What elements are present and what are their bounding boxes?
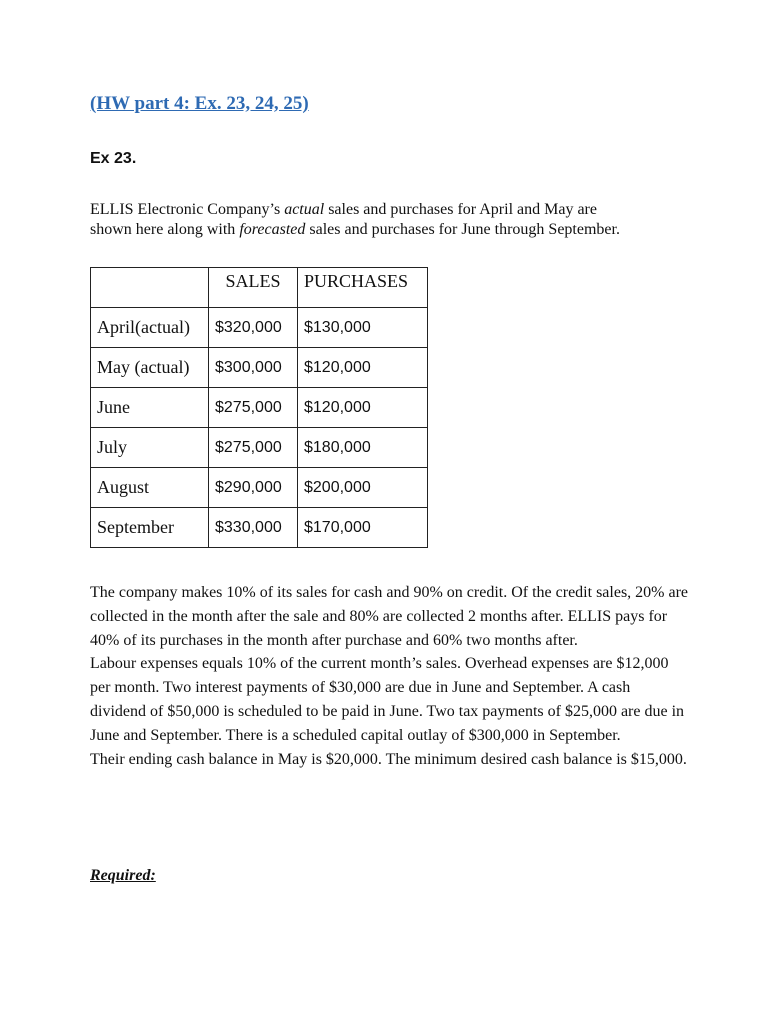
purchases-cell: $170,000 [298, 508, 428, 548]
intro-paragraph [90, 200, 710, 240]
purchases-cell: $180,000 [298, 428, 428, 468]
exercise-heading: Ex 23. [90, 150, 137, 167]
month-cell: June [91, 388, 209, 428]
intro-emphasis-actual: actual [284, 201, 325, 218]
header-cell-empty [91, 268, 209, 308]
sales-cell: $330,000 [209, 508, 298, 548]
month-cell: July [91, 428, 209, 468]
month-cell: April(actual) [91, 308, 209, 348]
sales-purchases-table [90, 267, 428, 548]
month-cell: August [91, 468, 209, 508]
collections-paragraph: The company makes 10% of its sales for cash and 90% on credit. Of the credit sales, 20% are collected in the month after the sale and 80% are collected 2 months after. ELLIS pays for 40% of its purchases in the month after purchase and 60% two months after. [90, 584, 689, 649]
intro-line-1-end: sales and purchases for April and May are [324, 201, 597, 218]
sales-cell: $290,000 [209, 468, 298, 508]
expenses-paragraph: Labour expenses equals 10% of the current month’s sales. Overhead expenses are $12,000 per month. Two interest payments of $30,000 are due in June and September. A cash dividend of $50,000 is scheduled to be paid in June. Two tax payments of $25,000 are due in June and September. There is a scheduled capital outlay of $300,000 in September. [90, 655, 685, 744]
table-header-row [91, 268, 428, 308]
table-row [91, 468, 428, 508]
intro-emphasis-forecasted: forecasted [239, 221, 306, 238]
month-cell: September [91, 508, 209, 548]
sales-cell: $320,000 [209, 308, 298, 348]
required-heading: Required: [90, 867, 156, 884]
table-row [91, 388, 428, 428]
table-row [91, 508, 428, 548]
table-row [91, 308, 428, 348]
header-cell-sales: SALES [209, 268, 298, 308]
intro-line-2 [90, 220, 710, 240]
intro-line-2-end: sales and purchases for June through September. [305, 221, 620, 238]
intro-line-1-start: ELLIS Electronic Company’s [90, 201, 285, 218]
purchases-cell: $200,000 [298, 468, 428, 508]
intro-line-2-start: shown here along with [90, 221, 240, 238]
problem-description [90, 581, 690, 771]
table-row [91, 348, 428, 388]
month-cell: May (actual) [91, 348, 209, 388]
sales-cell: $300,000 [209, 348, 298, 388]
header-cell-purchases: PURCHASES [298, 268, 428, 308]
cash-balance-paragraph: Their ending cash balance in May is $20,000. The minimum desired cash balance is $15,000. [90, 750, 687, 768]
homework-title-link[interactable]: (HW part 4: Ex. 23, 24, 25) [90, 93, 309, 114]
intro-line-1 [90, 200, 710, 220]
purchases-cell: $120,000 [298, 348, 428, 388]
sales-cell: $275,000 [209, 388, 298, 428]
sales-cell: $275,000 [209, 428, 298, 468]
purchases-cell: $120,000 [298, 388, 428, 428]
table-row [91, 428, 428, 468]
purchases-cell: $130,000 [298, 308, 428, 348]
